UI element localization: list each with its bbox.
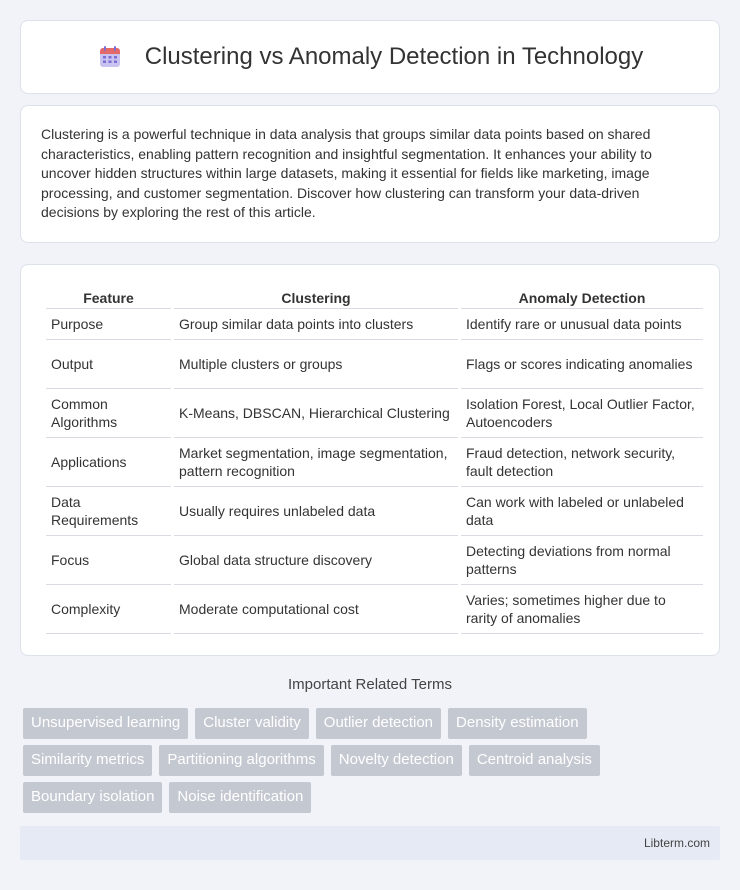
table-row [46, 585, 703, 634]
related-term-tag[interactable]: Centroid analysis [469, 745, 600, 776]
table-header-feature: Feature [46, 285, 171, 309]
calendar-icon [97, 44, 123, 70]
table-cell: Market segmentation, image segmentation, pattern recognition [174, 438, 458, 487]
related-term-tag[interactable]: Density estimation [448, 708, 587, 739]
intro-card [20, 105, 720, 243]
table-cell: Output [46, 340, 171, 389]
table-header-clustering: Clustering [174, 285, 458, 309]
table-cell: K-Means, DBSCAN, Hierarchical Clustering [174, 389, 458, 438]
table-cell: Detecting deviations from normal patterns [461, 536, 703, 585]
table-cell: Complexity [46, 585, 171, 634]
related-terms-title: Important Related Terms [288, 676, 452, 693]
table-cell: Focus [46, 536, 171, 585]
table-row [46, 309, 703, 340]
comparison-table [43, 285, 706, 634]
table-header-anomaly-detection: Anomaly Detection [461, 285, 703, 309]
table-cell: Moderate computational cost [174, 585, 458, 634]
table-cell: Common Algorithms [46, 389, 171, 438]
table-row [46, 536, 703, 585]
table-cell: Varies; sometimes higher due to rarity of anomalies [461, 585, 703, 634]
table-cell: Purpose [46, 309, 171, 340]
table-row [46, 487, 703, 536]
table-cell: Fraud detection, network security, fault detection [461, 438, 703, 487]
table-cell: Flags or scores indicating anomalies [461, 340, 703, 389]
related-term-tag[interactable]: Unsupervised learning [23, 708, 188, 739]
table-cell: Group similar data points into clusters [174, 309, 458, 340]
table-cell: Usually requires unlabeled data [174, 487, 458, 536]
comparison-table-card [20, 264, 720, 656]
header-card [20, 20, 720, 94]
related-term-tag[interactable]: Boundary isolation [23, 782, 162, 813]
related-term-tag[interactable]: Novelty detection [331, 745, 462, 776]
table-cell: Global data structure discovery [174, 536, 458, 585]
table-cell: Identify rare or unusual data points [461, 309, 703, 340]
related-term-tag[interactable]: Similarity metrics [23, 745, 152, 776]
intro-paragraph: Clustering is a powerful technique in data analysis that groups similar data points based on shared characteristics, enabling pattern recognition and insightful segmentation. It enhances your ability to uncover hidden structures within large datasets, making it essential for fields like marketing, image processing, and customer segmentation. Discover how clustering can transform your data-driven decisions by exploring the rest of this article. [41, 126, 652, 221]
table-cell: Data Requirements [46, 487, 171, 536]
page-title: Clustering vs Anomaly Detection in Technology [144, 43, 644, 70]
related-terms-list [23, 708, 723, 819]
table-cell: Can work with labeled or unlabeled data [461, 487, 703, 536]
table-row [46, 389, 703, 438]
table-cell: Isolation Forest, Local Outlier Factor, Autoencoders [461, 389, 703, 438]
related-term-tag[interactable]: Cluster validity [195, 708, 309, 739]
footer [20, 826, 720, 860]
footer-site-link[interactable]: Libterm.com [643, 836, 710, 850]
table-row [46, 340, 703, 389]
table-row [46, 438, 703, 487]
table-cell: Multiple clusters or groups [174, 340, 458, 389]
table-cell: Applications [46, 438, 171, 487]
related-term-tag[interactable]: Partitioning algorithms [159, 745, 323, 776]
related-term-tag[interactable]: Noise identification [169, 782, 311, 813]
related-term-tag[interactable]: Outlier detection [316, 708, 441, 739]
